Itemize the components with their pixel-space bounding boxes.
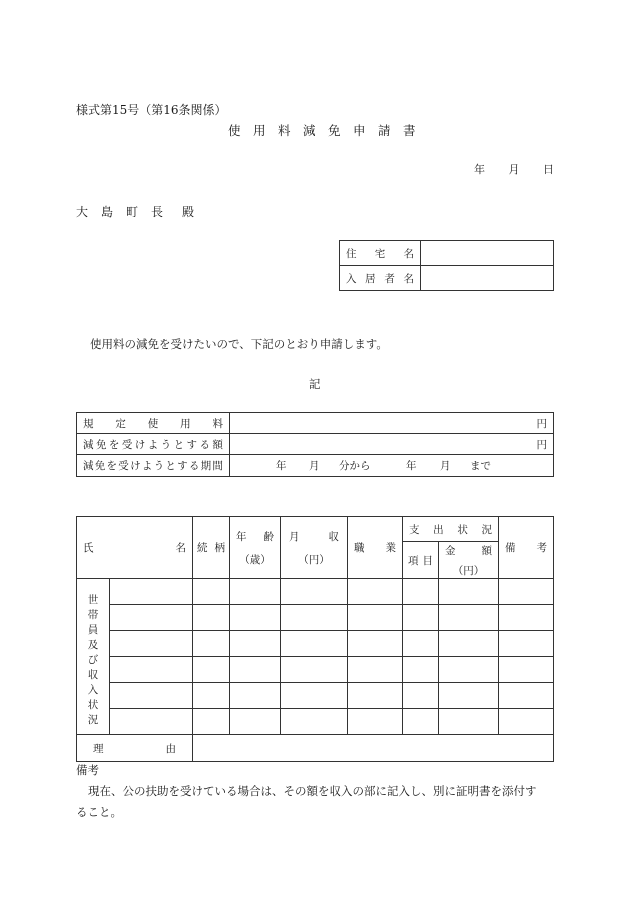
table-cell[interactable] bbox=[499, 709, 554, 735]
label-char: 料 bbox=[212, 417, 223, 430]
header-char: 名 bbox=[175, 542, 186, 554]
period-end-suffix: まで bbox=[470, 460, 491, 472]
table-cell[interactable] bbox=[499, 683, 554, 709]
amount-header bbox=[439, 542, 499, 579]
header-char: 業 bbox=[385, 542, 396, 554]
label-char: 理 bbox=[93, 742, 104, 755]
table-cell[interactable] bbox=[110, 657, 193, 683]
label-char: 間 bbox=[212, 460, 223, 472]
notes-heading: 備考 bbox=[76, 763, 99, 777]
relation-header bbox=[193, 517, 230, 579]
side-label-char: 員 bbox=[87, 623, 99, 636]
addressee-char: 大 bbox=[76, 205, 89, 219]
header-char: 出 bbox=[433, 523, 444, 536]
table-cell[interactable] bbox=[439, 657, 499, 683]
table-cell[interactable] bbox=[230, 631, 281, 657]
income-unit: （円） bbox=[298, 553, 330, 566]
table-cell[interactable] bbox=[348, 579, 403, 605]
header-char: 続 bbox=[197, 542, 208, 554]
period-end-month: 月 bbox=[440, 460, 451, 472]
fee-label-cell bbox=[77, 413, 230, 434]
table-cell[interactable] bbox=[281, 657, 348, 683]
table-cell[interactable] bbox=[230, 709, 281, 735]
table-cell[interactable] bbox=[193, 657, 230, 683]
ki-heading: 記 bbox=[309, 377, 321, 391]
label-char: と bbox=[173, 438, 185, 451]
label-char: 定 bbox=[115, 417, 126, 430]
item-header bbox=[403, 542, 439, 579]
period-start-month: 月 bbox=[309, 460, 320, 472]
table-cell[interactable] bbox=[439, 709, 499, 735]
table-cell[interactable] bbox=[230, 579, 281, 605]
income-header bbox=[281, 517, 348, 579]
form-number: 様式第15号（第16条関係） bbox=[76, 103, 227, 117]
table-cell[interactable] bbox=[403, 709, 439, 735]
header-char: 月 bbox=[289, 530, 300, 543]
address-label-cell bbox=[340, 241, 421, 266]
label-char: 受 bbox=[118, 460, 129, 472]
header-char: 年 bbox=[236, 530, 247, 543]
table-cell[interactable] bbox=[403, 657, 439, 683]
header-char: 備 bbox=[505, 542, 516, 554]
label-char: を bbox=[108, 438, 120, 451]
header-char: 状 bbox=[457, 523, 468, 536]
label-char: る bbox=[188, 460, 200, 472]
label-char: 宅 bbox=[374, 247, 386, 260]
table-cell[interactable] bbox=[193, 631, 230, 657]
table-cell[interactable] bbox=[499, 657, 554, 683]
label-char: 減 bbox=[83, 438, 94, 451]
label-char: 者 bbox=[384, 272, 395, 285]
label-char: 使 bbox=[147, 417, 159, 430]
name-label-cell bbox=[340, 266, 421, 291]
yen-unit: 円 bbox=[536, 417, 547, 430]
side-label-char: 入 bbox=[87, 683, 99, 696]
table-cell[interactable] bbox=[110, 579, 193, 605]
table-cell[interactable] bbox=[230, 683, 281, 709]
label-char: よ bbox=[141, 460, 153, 472]
header-char: 職 bbox=[354, 542, 365, 554]
table-cell[interactable] bbox=[403, 683, 439, 709]
label-char: 入 bbox=[346, 272, 357, 285]
age-unit: （歳） bbox=[239, 553, 271, 566]
intro-text: 使用料の減免を受けたいので、下記のとおり申請します。 bbox=[90, 337, 388, 351]
table-cell[interactable] bbox=[403, 605, 439, 631]
side-label-char: 帯 bbox=[87, 608, 99, 621]
table-cell[interactable] bbox=[439, 631, 499, 657]
date-line bbox=[474, 161, 554, 177]
header-char: 項 bbox=[408, 554, 419, 567]
notes-line-1: 現在、公の扶助を受けている場合は、その額を収入の部に記入し、別に証明書を添付す bbox=[88, 784, 537, 798]
table-cell[interactable] bbox=[499, 631, 554, 657]
side-label-char: 状 bbox=[87, 698, 99, 711]
label-char: う bbox=[160, 438, 172, 451]
header-char: 支 bbox=[409, 523, 420, 536]
table-cell[interactable] bbox=[193, 683, 230, 709]
period-value-cell[interactable] bbox=[230, 455, 554, 477]
table-cell[interactable] bbox=[499, 605, 554, 631]
header-char: 氏 bbox=[83, 542, 94, 554]
table-cell[interactable] bbox=[348, 657, 403, 683]
addressee-char: 島 bbox=[100, 205, 113, 219]
household-side-label bbox=[77, 579, 110, 735]
label-char: す bbox=[177, 460, 188, 472]
label-char: 受 bbox=[121, 438, 133, 451]
addressee-honorific: 殿 bbox=[181, 205, 194, 219]
table-cell[interactable] bbox=[439, 605, 499, 631]
yen-unit: 円 bbox=[536, 438, 547, 451]
table-cell[interactable] bbox=[110, 709, 193, 735]
side-label-char: 況 bbox=[87, 713, 99, 726]
table-cell[interactable] bbox=[348, 683, 403, 709]
label-char: 名 bbox=[403, 272, 414, 285]
table-cell[interactable] bbox=[193, 605, 230, 631]
date-year-label: 年 bbox=[474, 163, 485, 176]
reason-label bbox=[77, 735, 193, 762]
age-header bbox=[230, 517, 281, 579]
label-char: 規 bbox=[83, 417, 94, 430]
date-day-label: 日 bbox=[543, 163, 554, 176]
label-char: と bbox=[165, 460, 176, 472]
label-char: 名 bbox=[403, 247, 414, 260]
header-char: 齢 bbox=[263, 530, 274, 543]
label-char: け bbox=[134, 438, 146, 451]
table-cell[interactable] bbox=[230, 657, 281, 683]
table-cell[interactable] bbox=[193, 579, 230, 605]
expense-header bbox=[403, 517, 499, 542]
label-char: 減 bbox=[83, 460, 94, 472]
side-label-char: 世 bbox=[87, 593, 99, 606]
table-cell[interactable] bbox=[193, 709, 230, 735]
label-char: 額 bbox=[212, 438, 223, 451]
table-cell[interactable] bbox=[110, 683, 193, 709]
table-cell[interactable] bbox=[230, 605, 281, 631]
remarks-header bbox=[499, 517, 554, 579]
table-cell[interactable] bbox=[110, 631, 193, 657]
reason-input-cell[interactable] bbox=[193, 735, 554, 762]
label-char: 住 bbox=[346, 247, 357, 260]
label-char: う bbox=[153, 460, 165, 472]
form-title: 使 用 料 減 免 申 請 書 bbox=[228, 123, 416, 138]
label-char: け bbox=[130, 460, 141, 472]
table-cell[interactable] bbox=[439, 683, 499, 709]
header-char: 額 bbox=[481, 544, 492, 557]
label-char: 免 bbox=[95, 438, 107, 451]
amount-unit: （円） bbox=[452, 564, 485, 577]
table-cell[interactable] bbox=[281, 579, 348, 605]
table-cell[interactable] bbox=[110, 605, 193, 631]
label-char: よ bbox=[147, 438, 159, 451]
table-cell[interactable] bbox=[403, 579, 439, 605]
addressee-char: 長 bbox=[150, 205, 163, 219]
label-char: 居 bbox=[365, 272, 376, 285]
addressee-char: 町 bbox=[125, 205, 138, 219]
applicant-table bbox=[339, 240, 554, 291]
label-char: る bbox=[199, 438, 210, 451]
fee-value-cell[interactable] bbox=[230, 413, 554, 434]
table-cell[interactable] bbox=[281, 631, 348, 657]
label-char: 由 bbox=[165, 742, 176, 755]
table-cell[interactable] bbox=[281, 605, 348, 631]
label-char: す bbox=[186, 438, 197, 451]
table-cell[interactable] bbox=[403, 631, 439, 657]
label-char: 免 bbox=[94, 460, 106, 472]
table-cell[interactable] bbox=[439, 579, 499, 605]
table-cell[interactable] bbox=[348, 605, 403, 631]
notes-line-2: ること。 bbox=[76, 805, 122, 819]
household-table bbox=[76, 516, 554, 762]
reduction-label-cell bbox=[77, 434, 230, 455]
fee-table bbox=[76, 412, 554, 477]
name-input-cell[interactable] bbox=[421, 266, 554, 291]
side-label-char: 及 bbox=[87, 638, 99, 651]
header-char: 柄 bbox=[214, 542, 225, 554]
label-char: 用 bbox=[180, 417, 191, 430]
name-header bbox=[77, 517, 193, 579]
header-char: 考 bbox=[536, 542, 547, 554]
label-char: を bbox=[106, 460, 118, 472]
addressee bbox=[76, 203, 194, 220]
table-cell[interactable] bbox=[348, 709, 403, 735]
address-input-cell[interactable] bbox=[421, 241, 554, 266]
header-char: 金 bbox=[445, 544, 456, 557]
period-end-year: 年 bbox=[406, 460, 417, 472]
period-start-suffix: 分から bbox=[339, 460, 371, 472]
side-label-char: 収 bbox=[87, 668, 99, 681]
table-cell[interactable] bbox=[499, 579, 554, 605]
occupation-header bbox=[348, 517, 403, 579]
table-cell[interactable] bbox=[348, 631, 403, 657]
period-start-year: 年 bbox=[276, 460, 287, 472]
label-char: 期 bbox=[200, 460, 212, 472]
reduction-value-cell[interactable] bbox=[230, 434, 554, 455]
table-cell[interactable] bbox=[281, 709, 348, 735]
side-label-char: び bbox=[87, 653, 99, 666]
period-label-cell bbox=[77, 455, 230, 477]
table-cell[interactable] bbox=[281, 683, 348, 709]
date-month-label: 月 bbox=[508, 163, 520, 176]
header-char: 収 bbox=[328, 530, 339, 543]
header-char: 目 bbox=[422, 554, 433, 567]
header-char: 況 bbox=[481, 523, 492, 536]
